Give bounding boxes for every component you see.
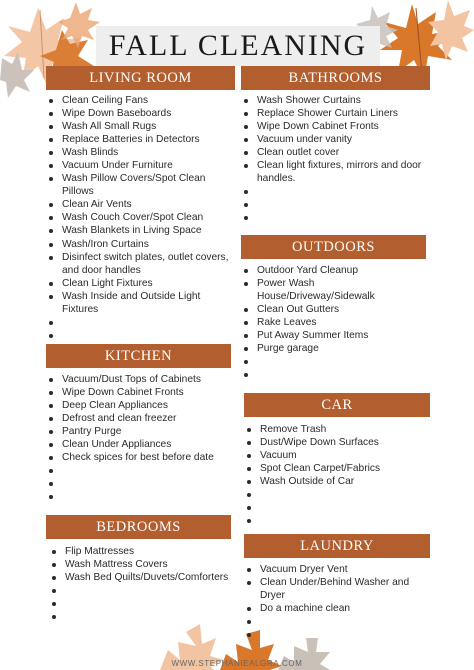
list-item: Pantry Purge [47,425,237,438]
list-item-empty [47,316,237,329]
list-item-empty [245,488,435,501]
list-item: Defrost and clean freezer [47,412,237,425]
footer-website: WWW.STEPHANIEALGRA.COM [171,659,303,668]
section-header-laundry: LAUNDRY [244,534,430,558]
list-item: Clean light fixtures, mirrors and door handles. [242,159,432,185]
list-item: Vacuum Under Furniture [47,159,237,172]
list-item: Wash All Small Rugs [47,120,237,133]
list-item: Clean Light Fixtures [47,277,237,290]
list-item: Check spices for best before date [47,451,237,464]
living-room-list [47,94,237,355]
laundry-list [245,563,435,641]
list-item: Clean Under Appliances [47,438,237,451]
list-item: Wash Outside of Car [245,475,435,488]
list-item: Remove Trash [245,423,435,436]
list-item-empty [245,501,435,514]
list-item: Clean Under/Behind Washer and Dryer [245,576,435,602]
list-item-empty [242,368,432,381]
section-header-car: CAR [244,393,430,417]
list-item: Wash/Iron Curtains [47,238,237,251]
list-item: Flip Mattresses [50,545,240,558]
list-item: Vacuum Dryer Vent [245,563,435,576]
list-item: Do a machine clean [245,602,435,615]
list-item: Wash Shower Curtains [242,94,432,107]
list-item-empty [47,329,237,342]
list-item: Outdoor Yard Cleanup [242,264,432,277]
list-item: Dust/Wipe Down Surfaces [245,436,435,449]
bathrooms-list [242,94,432,224]
list-item-empty [47,477,237,490]
list-item: Disinfect switch plates, outlet covers, and door handles [47,251,237,277]
list-item: Put Away Summer Items [242,329,432,342]
section-header-kitchen: KITCHEN [46,344,231,368]
list-item: Wash Inside and Outside Light Fixtures [47,290,237,316]
list-item: Rake Leaves [242,316,432,329]
list-item-empty [47,464,237,477]
list-item-empty [50,610,240,623]
list-item: Wash Blankets in Living Space [47,224,237,237]
list-item-empty [242,198,432,211]
kitchen-list [47,373,237,503]
list-item: Deep Clean Appliances [47,399,237,412]
list-item-empty [47,490,237,503]
list-item: Clean Out Gutters [242,303,432,316]
list-item-empty [50,597,240,610]
list-item-empty [50,584,240,597]
list-item: Wash Couch Cover/Spot Clean [47,211,237,224]
list-item-empty [242,211,432,224]
list-item-empty [245,514,435,527]
list-item: Wash Blinds [47,146,237,159]
list-item-empty [242,355,432,368]
list-item: Spot Clean Carpet/Fabrics [245,462,435,475]
list-item: Clean Ceiling Fans [47,94,237,107]
list-item-empty [242,185,432,198]
section-header-outdoors: OUTDOORS [241,235,426,259]
list-item: Purge garage [242,342,432,355]
list-item: Power Wash House/Driveway/Sidewalk [242,277,432,303]
list-item: Replace Batteries in Detectors [47,133,237,146]
list-item: Clean outlet cover [242,146,432,159]
outdoors-list [242,264,432,381]
title-banner [96,26,380,66]
list-item: Wash Mattress Covers [50,558,240,571]
list-item-empty [245,628,435,641]
list-item: Vacuum [245,449,435,462]
list-item: Vacuum under vanity [242,133,432,146]
list-item: Clean Air Vents [47,198,237,211]
list-item: Wash Bed Quilts/Duvets/Comforters [50,571,240,584]
list-item: Replace Shower Curtain Liners [242,107,432,120]
list-item: Wipe Down Cabinet Fronts [242,120,432,133]
car-list [245,423,435,527]
section-header-bedrooms: BEDROOMS [46,515,231,539]
bedrooms-list [50,545,240,623]
list-item: Wipe Down Baseboards [47,107,237,120]
page-title: FALL CLEANING [108,29,368,62]
list-item-empty [245,615,435,628]
list-item: Wipe Down Cabinet Fronts [47,386,237,399]
section-header-living-room: LIVING ROOM [46,66,235,90]
section-header-bathrooms: BATHROOMS [241,66,430,90]
list-item: Wash Pillow Covers/Spot Clean Pillows [47,172,237,198]
list-item: Vacuum/Dust Tops of Cabinets [47,373,237,386]
